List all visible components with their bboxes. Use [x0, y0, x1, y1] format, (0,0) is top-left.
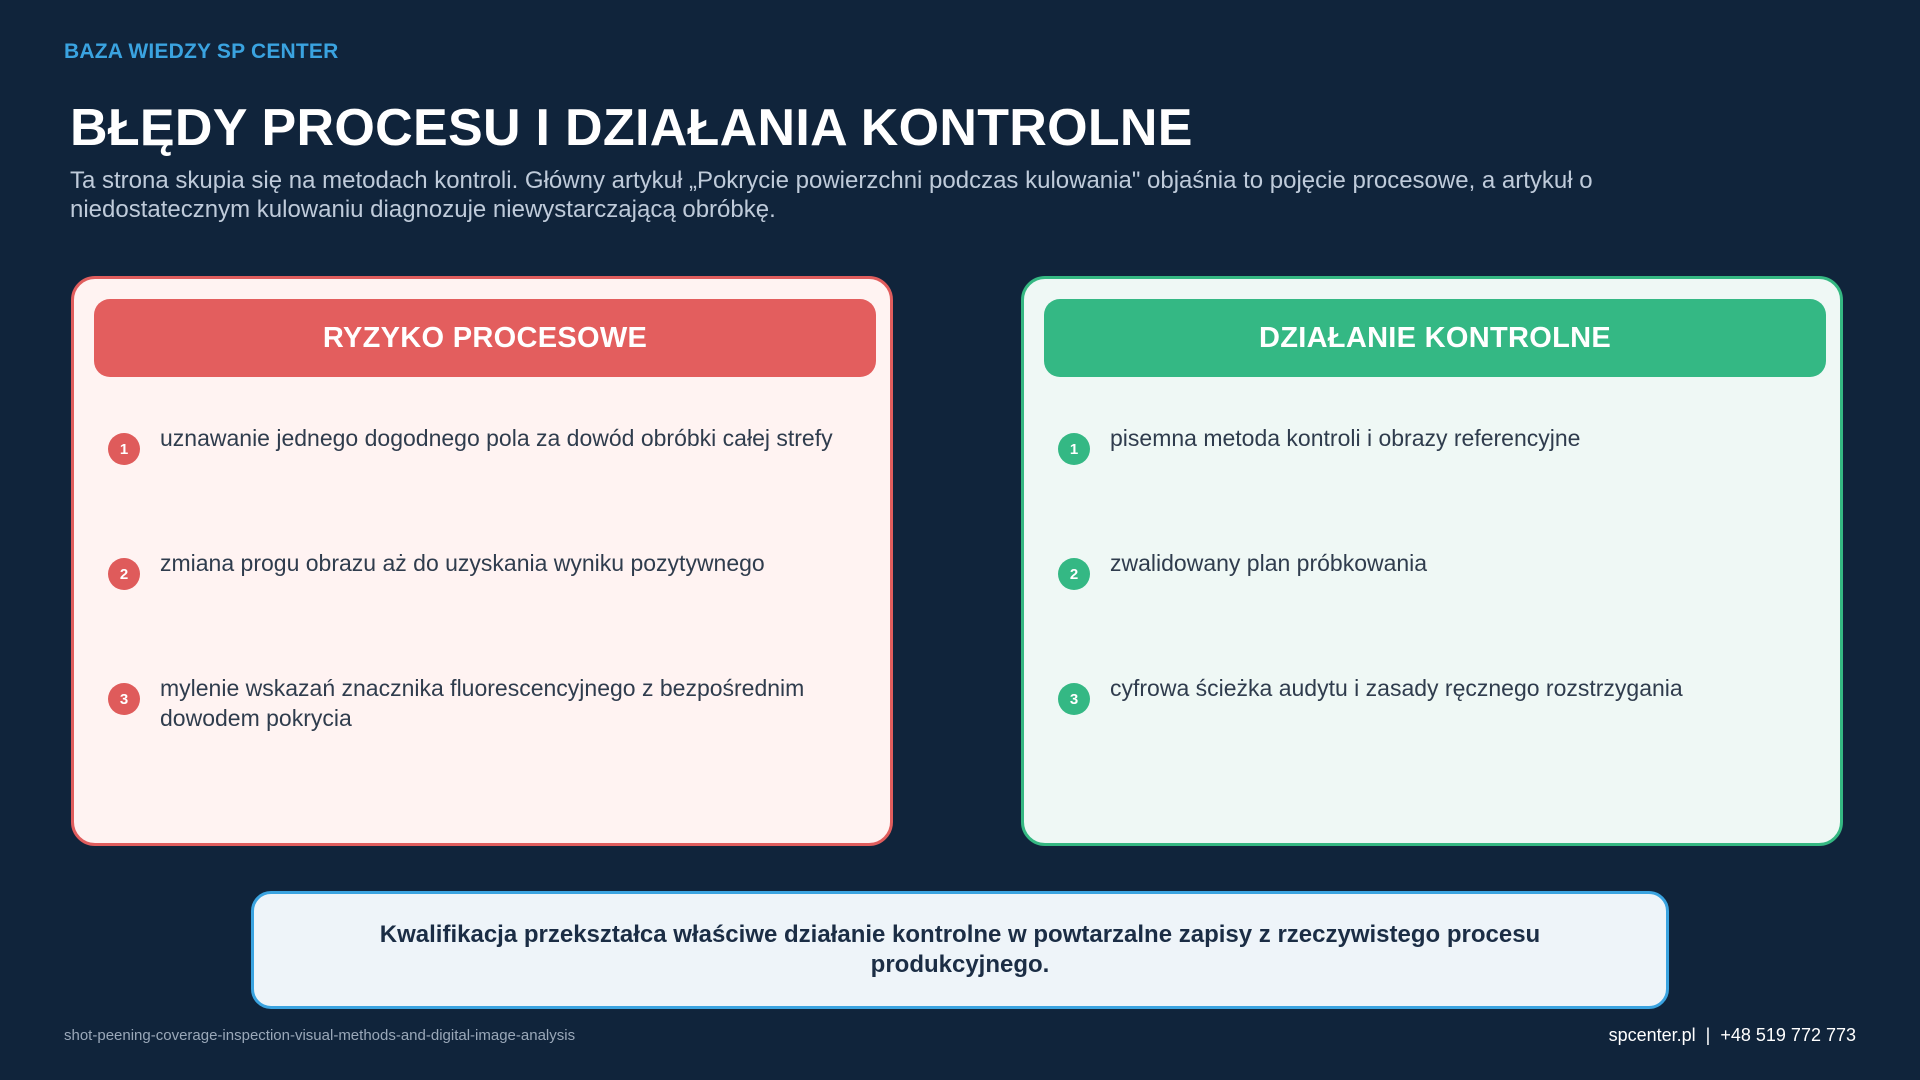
risk-item-text: uznawanie jednego dogodnego pola za dowód obróbki całej strefy — [160, 425, 833, 451]
control-item-number-badge: 3 — [1058, 683, 1090, 715]
control-item-text: cyfrowa ścieżka audytu i zasady ręcznego rozstrzygania — [1110, 675, 1683, 701]
risk-item-text: mylenie wskazań znacznika fluorescencyjnego z bezpośrednim dowodem pokrycia — [160, 675, 805, 731]
control-card-header: DZIAŁANIE KONTROLNE — [1044, 299, 1826, 377]
risk-card-header: RYZYKO PROCESOWE — [94, 299, 876, 377]
brand-label: BAZA WIEDZY SP CENTER — [64, 40, 339, 63]
risk-item — [108, 423, 868, 465]
control-item-text: pisemna metoda kontroli i obrazy referencyjne — [1110, 425, 1581, 451]
page-subtitle: Ta strona skupia się na metodach kontroli. Główny artykuł „Pokrycie powierzchni podczas kulowania" objaśnia to pojęcie procesowe, a artykuł o niedostatecznym kulowaniu diagnozuje niewystarczającą obróbkę. — [70, 167, 1593, 223]
control-item-number-badge: 1 — [1058, 433, 1090, 465]
control-item-number-badge: 2 — [1058, 558, 1090, 590]
summary-box: Kwalifikacja przekształca właściwe działanie kontrolne w powtarzalne zapisy z rzeczywistego procesu produkcyjnego. — [251, 891, 1669, 1009]
risk-item-number-badge: 2 — [108, 558, 140, 590]
page-title: BŁĘDY PROCESU I DZIAŁANIA KONTROLNE — [70, 99, 1193, 157]
footer-slug: shot-peening-coverage-inspection-visual-methods-and-digital-image-analysis — [64, 1027, 576, 1044]
footer-contact: spcenter.pl | +48 519 772 773 — [1608, 1025, 1856, 1045]
risk-item — [108, 673, 868, 733]
risk-card — [71, 276, 893, 846]
risk-item-number-badge: 1 — [108, 433, 140, 465]
control-item-text: zwalidowany plan próbkowania — [1110, 550, 1428, 576]
control-item — [1058, 548, 1818, 590]
risk-item-number-badge: 3 — [108, 683, 140, 715]
risk-item-text: zmiana progu obrazu aż do uzyskania wyniku pozytywnego — [160, 550, 765, 576]
control-card — [1021, 276, 1843, 846]
control-item — [1058, 673, 1818, 715]
control-item — [1058, 423, 1818, 465]
risk-item — [108, 548, 868, 590]
